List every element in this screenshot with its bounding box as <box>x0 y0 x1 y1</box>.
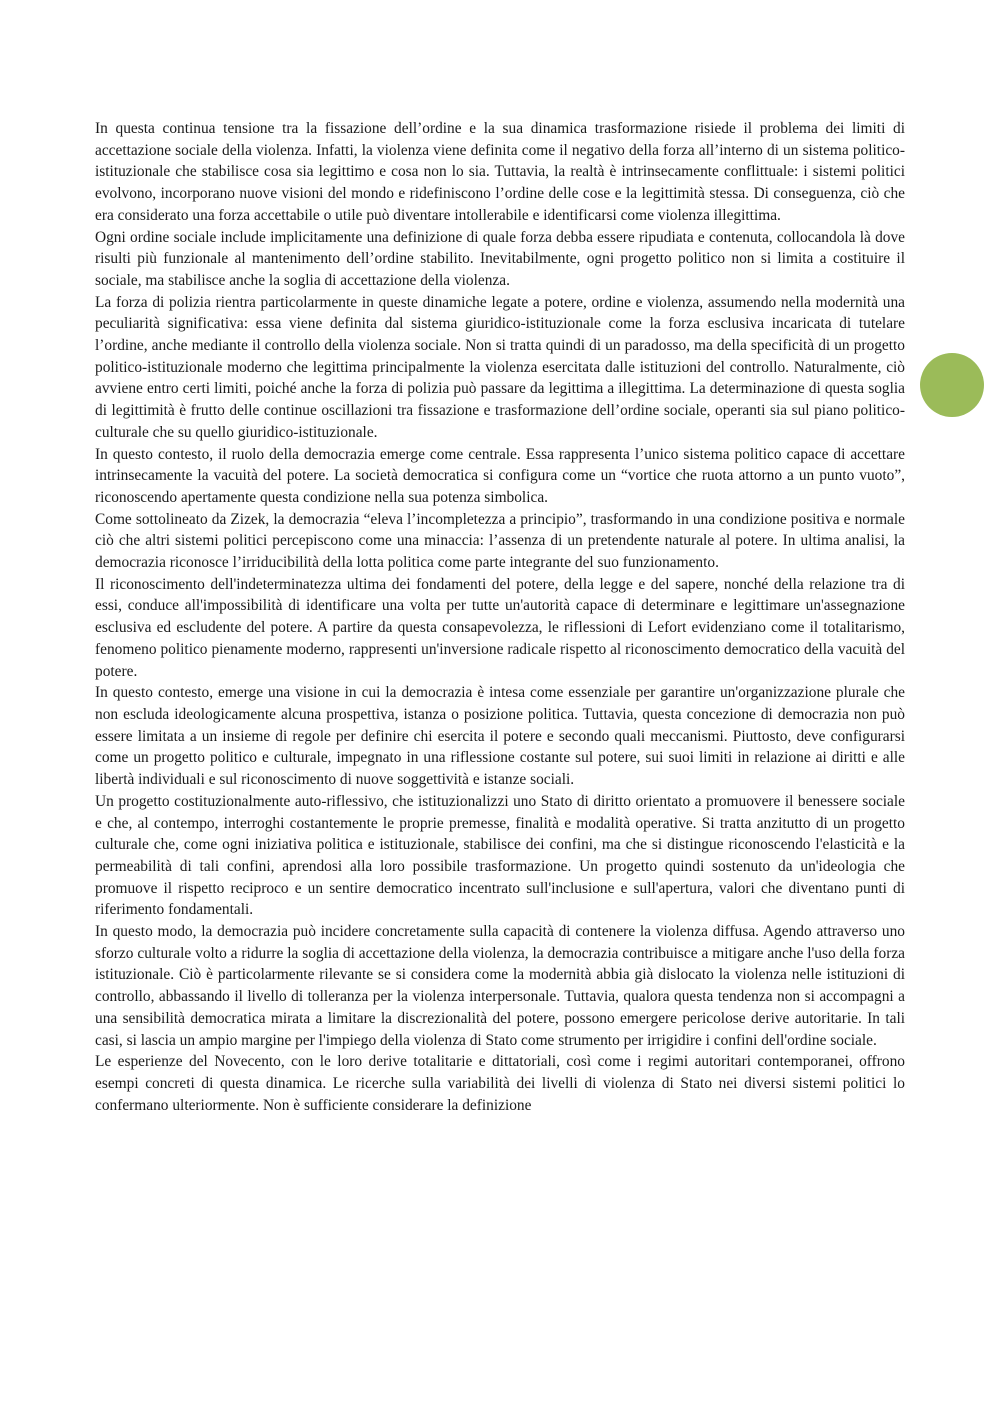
paragraph-1: In questa continua tensione tra la fissazione dell’ordine e la sua dinamica trasformazione risiede il problema dei limiti di accettazione sociale della violenza. Infatti, la violenza viene definita come il negativo della forza all’interno di un sistema politico-istituzionale che stabilisce cosa sia legittimo e cosa non lo sia. Tuttavia, la realtà è intrinsecamente conflittuale: i sistemi politici evolvono, incorporano nuove visioni del mondo e ridefiniscono l’ordine delle cose e la legittimità stessa. Di conseguenza, ciò che era considerato una forza accettabile o utile può diventare intollerabile e identificarsi come violenza illegittima. <box>95 120 905 224</box>
paragraph-8: Un progetto costituzionalmente auto-riflessivo, che istituzionalizzi uno Stato di diritto orientato a promuovere il benessere sociale e che, al contempo, interroghi costantemente le proprie premesse, finalità e modalità operative. Si tratta anzitutto di un progetto culturale che, come ogni iniziativa politica e istituzionale, stabilisce dei confini, ma che si distingue riconoscendo l'elasticità e la permeabilità di tali confini, aprendosi alla loro possibile trasformazione. Un progetto quindi sostenuto da un'ideologia che promuove il rispetto reciproco e un sentire democratico incentrato sull'inclusione e sull'apertura, valori che diventano punti di riferimento fondamentali. <box>95 792 905 919</box>
paragraph-6: Il riconoscimento dell'indeterminatezza ultima dei fondamenti del potere, della legge e del sapere, nonché della relazione tra di essi, conduce all'impossibilità di identificare una volta per tutte un'autorità capace di determinare e legittimare un'assegnazione esclusiva ed escludente del potere. A partire da questa consapevolezza, le riflessioni di Lefort evidenziano come il totalitarismo, fenomeno politico pienamente moderno, rappresenti un'inversione radicale rispetto al riconoscimento democratico della vacuità del potere. <box>95 575 905 680</box>
paragraph-3: La forza di polizia rientra particolarmente in queste dinamiche legate a potere, ordine e violenza, assumendo nella modernità una peculiarità significativa: essa viene definita dal sistema giuridico-istituzionale come la forza esclusiva incaricata di tutelare l’ordine, anche mediante il controllo della violenza sociale. Non si tratta quindi di un paradosso, ma della specificità di un progetto politico-istituzionale moderno che legittima principalmente la violenza esercitata dalle istituzioni del controllo. Naturalmente, ciò avviene entro certi limiti, poiché anche la forza di polizia può passare da legittima a illegittima. La determinazione di questa soglia di legittimità è frutto delle continue oscillazioni tra fissazione e trasformazione dell’ordine sociale, operanti sia sul piano politico-culturale che su quello giuridico-istituzionale. <box>95 293 905 441</box>
paragraph-7: In questo contesto, emerge una visione in cui la democrazia è intesa come essenziale per garantire un'organizzazione plurale che non escluda ideologicamente alcuna prospettiva, istanza o posizione politica. Tuttavia, questa concezione di democrazia non può essere limitata a un insieme di regole per definire chi esercita il potere e secondo quali meccanismi. Piuttosto, deve configurarsi come un progetto politico e culturale, impegnato in una riflessione costante sul potere, sui suoi limiti in relazione ai diritti e alle libertà individuali e sul riconoscimento di nuove soggettività e istanze sociali. <box>95 684 905 789</box>
paragraph-10: Le esperienze del Novecento, con le loro derive totalitarie e dittatoriali, così come i regimi autoritari contemporanei, offrono esempi concreti di questa dinamica. Le ricerche sulla variabilità dei livelli di violenza di Stato nei diversi sistemi politici lo confermano ulteriormente. Non è sufficiente considerare la definizione <box>95 1053 905 1114</box>
paragraph-5: Come sottolineato da Zizek, la democrazia “eleva l’incompletezza a principio”, trasformando in una condizione positiva e normale ciò che altri sistemi politici percepiscono come una minaccia: l’assenza di un pretendente naturale al potere. In ultima analisi, la democrazia riconosce l’irriducibilità della lotta politica come parte integrante del suo funzionamento. <box>95 510 905 572</box>
paragraph-2: Ogni ordine sociale include implicitamente una definizione di quale forza debba essere ripudiata e contenuta, collocandola là dove risulti più funzionale al mantenimento dell’ordine stabilito. Inevitabilmente, ogni progetto politico non si limita a costituire il sociale, ma stabilisce anche la soglia di accettazione della violenza. <box>95 228 905 289</box>
paragraph-4: In questo contesto, il ruolo della democrazia emerge come centrale. Essa rappresenta l’unico sistema politico capace di accettare intrinsecamente la vacuità del potere. La società democratica si configura come un “vortice che ruota attorno a un punto vuoto”, riconoscendo apertamente questa condizione nella sua potenza simbolica. <box>95 445 905 506</box>
decorative-green-circle <box>920 353 984 417</box>
paragraph-9: In questo modo, la democrazia può incidere concretamente sulla capacità di contenere la violenza diffusa. Agendo attraverso uno sforzo culturale volto a ridurre la soglia di accettazione della violenza, la democrazia contribuisce a mitigare anche l'uso della forza istituzionale. Ciò è particolarmente rilevante se si considera come la modernità abbia già dislocato la violenza nelle istituzioni di controllo, abbassando il livello di tolleranza per la violenza interpersonale. Tuttavia, qualora questa tendenza non si accompagni a una sensibilità democratica mirata a limitare la discrezionalità del potere, possono emergere pericolose derive autoritarie. In tali casi, si lascia un ampio margine per l'impiego della violenza di Stato come strumento per irrigidire i confini dell'ordine sociale. <box>95 923 905 1049</box>
body-text <box>95 118 905 1116</box>
